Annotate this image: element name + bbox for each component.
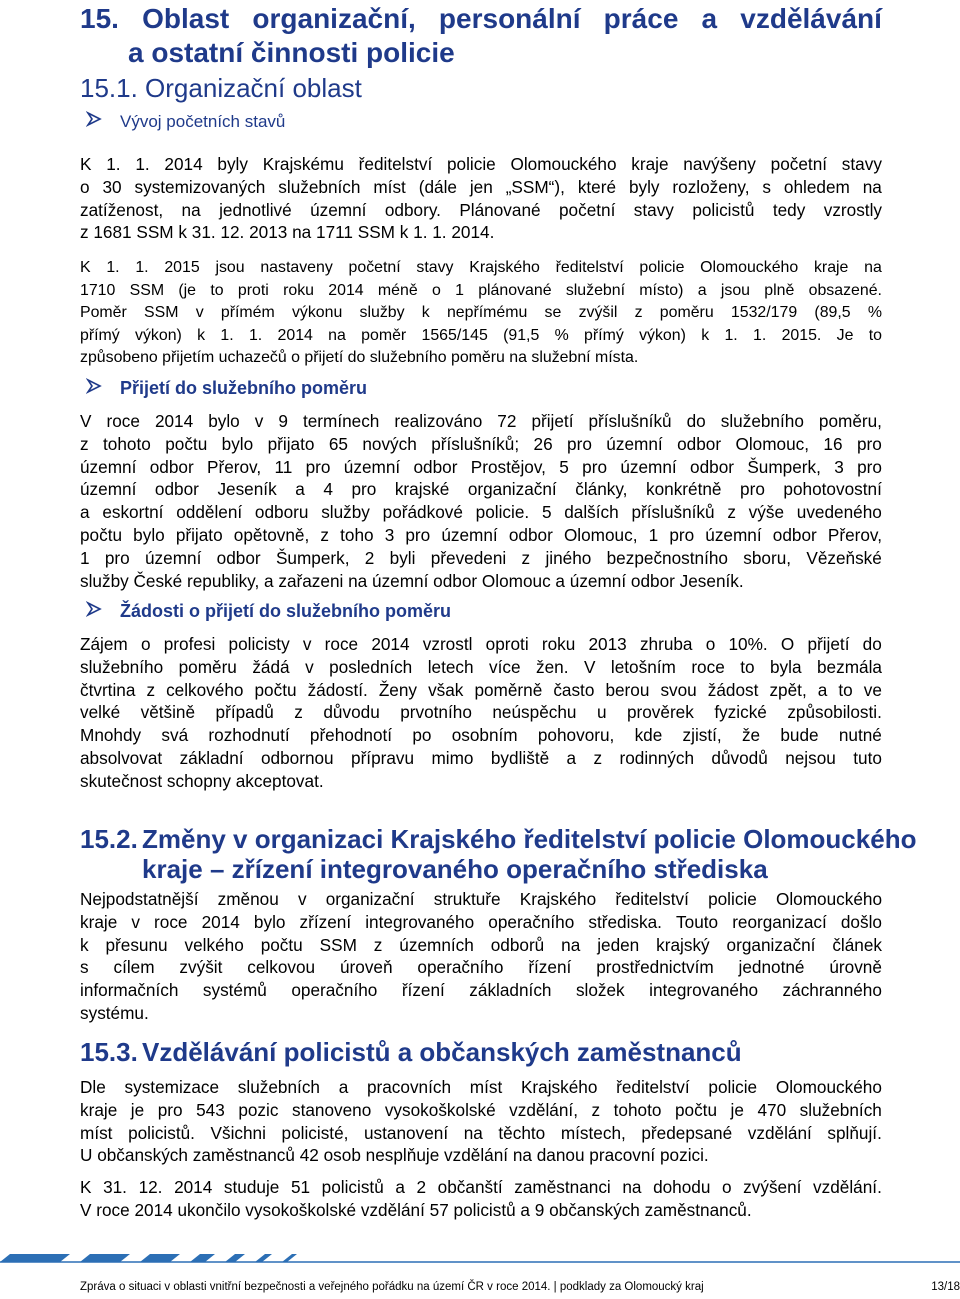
text-line: přímý výkon) k 1. 1. 2014 na poměr 1565/145 (91,5 % přímý výkon) k 1. 1. 2015. Je to <box>80 326 882 344</box>
footer-decoration-bar <box>0 1250 960 1266</box>
arrow-bullet-icon <box>86 377 108 399</box>
section-heading-15-1: 15.1. Organizační oblast <box>80 73 362 103</box>
bullet-zadosti <box>86 600 451 622</box>
heading-word: Oblast <box>142 3 230 34</box>
heading-word: personální <box>438 3 581 34</box>
text-line: služby České republiky, a zařazeni na územní odbor Olomouc a územní odbor Jeseník. <box>80 570 744 591</box>
paragraph-7 <box>80 1176 882 1222</box>
text-line: V roce 2014 bylo v 9 termínech realizováno 72 přijetí příslušníků do služebního poměru, <box>80 411 882 431</box>
text-line: o 30 systemizovaných služebních míst (dále jen „SSM“), které byly rozloženy, s ohledem na <box>80 176 882 197</box>
bullet-vyvoj <box>86 111 285 133</box>
page-footer <box>80 1280 960 1294</box>
section-heading-15-2 <box>80 824 916 884</box>
chapter-heading-line2: a ostatní činnosti policie <box>128 37 455 68</box>
text-line: K 1. 1. 2015 jsou nastaveny početní stavy Krajského ředitelství policie Olomouckého kraje na <box>80 259 882 276</box>
bullet-label: Přijetí do služebního poměru <box>120 378 368 398</box>
page-number: 13/18 <box>931 1281 960 1293</box>
text-line: velké většině případů z důvodu prvotního neúspěchu u prověrek fyzické způsobilosti. <box>80 702 882 723</box>
arrow-bullet-icon <box>86 111 108 133</box>
text-line: z 1681 SSM k 31. 12. 2013 na 1711 SSM k 1. 1. 2014. <box>80 222 495 243</box>
text-line: systému. <box>80 1002 149 1023</box>
text-line: počtu bylo přijato opětovně, z toho 3 pro územní odbor Olomouc, 1 pro územní odbor Přerov, <box>80 524 882 545</box>
text-line: zatíženost, na jednotlivé územní odbory. Plánované početní stavy policistů tedy vzrostly <box>80 199 882 220</box>
text-line: Dle systemizace služebních a pracovních míst Krajského ředitelství policie Olomouckého <box>80 1077 882 1097</box>
text-line: Poměr SSM v přímém výkonu služby k nepřímému se zvýšil z poměru 1532/179 (89,5 % <box>80 304 882 321</box>
heading-word: vzdělávání <box>740 3 882 34</box>
footer-text: Zpráva o situaci v oblasti vnitřní bezpečnosti a veřejného pořádku na území ČR v roce 2014. | podklady za Olomoucký kraj <box>80 1281 704 1293</box>
paragraph-2 <box>80 257 882 370</box>
chapter-heading <box>80 2 882 70</box>
chapter-number: 15. <box>80 3 119 34</box>
text-line: K 31. 12. 2014 studuje 51 policistů a 2 občanští zaměstnanci na dohodu o zvýšení vzdělání. <box>80 1177 882 1197</box>
section-title-line1: Změny v organizaci Krajského ředitelství policie Olomouckého <box>142 824 917 854</box>
text-line: Nejpodstatnější změnou v organizační struktuře Krajského ředitelství policie Olomouckého <box>80 889 882 909</box>
paragraph-4 <box>80 633 882 793</box>
text-line: U občanských zaměstnanců 42 osob nesplňuje vzdělání na danou pracovní pozici. <box>80 1145 709 1166</box>
text-line: Zájem o profesi policisty v roce 2014 vzrostl oproti roku 2013 zhruba o 10%. O přijetí do <box>80 634 882 654</box>
text-line: skutečnost schopny akceptovat. <box>80 770 324 791</box>
text-line: čtvrtina z celkového počtu žádostí. Ženy však poměrně často berou svou žádost zpět, a to ve <box>80 679 882 700</box>
text-line: způsobeno přijetím uchazečů o přijetí do služebního poměru na služební místa. <box>80 349 639 366</box>
bullet-prijeti <box>86 377 367 399</box>
text-line: s cílem zvýšit celkovou úroveň operačního řízení prostřednictvím jednotné úrovně <box>80 957 882 978</box>
text-line: informačních systémů operačního řízení základních složek integrovaného záchranného <box>80 980 882 1001</box>
text-line: kraje v roce 2014 bylo zřízení integrovaného operačního střediska. Touto reorganizací došlo <box>80 911 882 932</box>
text-line: kraje je pro 543 pozic stanoveno vysokoškolské vzdělání, z tohoto počtu je 470 služebních <box>80 1099 882 1120</box>
paragraph-1 <box>80 153 882 244</box>
paragraph-5 <box>80 888 882 1025</box>
paragraph-3 <box>80 410 882 592</box>
bullet-label: Žádosti o přijetí do služebního poměru <box>120 601 452 621</box>
section-title: Vzdělávání policistů a občanských zaměstnanců <box>142 1037 742 1067</box>
text-line: 1 pro územní odbor Šumperk, 2 byli převedeni z jiného bezpečnostního sboru, Vězeňské <box>80 547 882 568</box>
section-number: 15.3. <box>80 1037 138 1067</box>
bullet-label: Vývoj početních stavů <box>120 112 286 131</box>
paragraph-6 <box>80 1076 882 1167</box>
heading-word: organizační, <box>252 3 416 34</box>
text-line: a eskortní oddělení odboru služby pořádkové policie. 5 dalších příslušníků z výše uvedeného <box>80 502 882 523</box>
text-line: územní odbor Přerov, 11 pro územní odbor Prostějov, 5 pro územní odbor Šumperk, 3 pro <box>80 456 882 477</box>
section-title-line2: kraje – zřízení integrovaného operačního střediska <box>142 854 768 884</box>
text-line: míst policistů. Všichni policisté, ustanovení na těchto místech, předepsané vzdělání splňují. <box>80 1122 882 1143</box>
text-line: k přesunu velkého počtu SSM z územních odborů na jeden krajský organizační článek <box>80 934 882 955</box>
text-line: z tohoto počtu bylo přijato 65 nových příslušníků; 26 pro územní odbor Olomouc, 16 pro <box>80 433 882 454</box>
section-number: 15.2. <box>80 824 138 854</box>
arrow-bullet-icon <box>86 600 108 622</box>
text-line: Mnohdy svá rozhodnutí přehodnotí po osobním pohovoru, kde zjistí, že bude nutné <box>80 725 882 746</box>
section-heading-15-3 <box>80 1037 742 1067</box>
heading-word: a <box>701 3 718 34</box>
text-line: územní odbor Jeseník a 4 pro krajské organizační články, konkrétně pro pohotovostní <box>80 479 882 500</box>
text-line: 1710 SSM (je to proti roku 2014 méně o 1 plánované služební místo) a jsou plně obsazené. <box>80 281 882 299</box>
text-line: absolvovat základní odbornou přípravu mimo bydliště a z rodinných důvodů nejsou tuto <box>80 747 882 768</box>
text-line: V roce 2014 ukončilo vysokoškolské vzdělání 57 policistů a 9 občanských zaměstnanců. <box>80 1199 752 1220</box>
heading-word: práce <box>603 3 679 34</box>
text-line: K 1. 1. 2014 byly Krajskému ředitelství policie Olomouckého kraje navýšeny početní stavy <box>80 154 882 174</box>
text-line: služebního poměru žádá v posledních letech více žen. V letošním roce to byla bezmála <box>80 656 882 677</box>
